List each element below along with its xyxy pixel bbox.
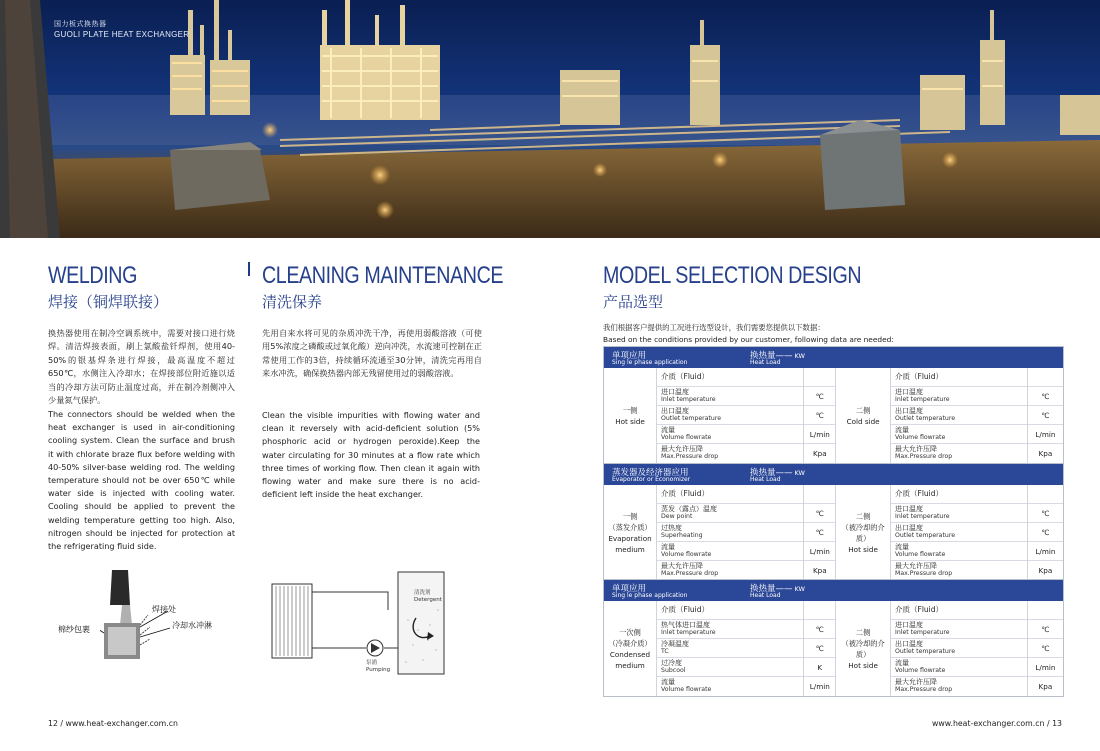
parameter-column-right (891, 368, 1028, 463)
table-row (657, 368, 803, 387)
side-label-line: Condensed (609, 649, 651, 659)
side-label-line: （冷凝介质） (608, 638, 652, 648)
spec-table (603, 463, 1064, 581)
table-row (891, 387, 1027, 406)
table-row (657, 561, 803, 580)
param-en: Max.Pressure drop (895, 570, 953, 577)
label-detergent-cn: 清洗剂 (414, 590, 431, 596)
spec-table-header (604, 347, 1063, 368)
param-cn: 流量 (895, 659, 909, 667)
welding-title: WELDING (48, 262, 137, 289)
param-en: Inlet temperature (661, 629, 716, 636)
unit-cell: ℃ (1028, 387, 1063, 406)
unit-cell: ℃ (1028, 406, 1063, 425)
spec-table-body (604, 601, 1063, 696)
param-cn: 最大允许压降 (661, 562, 704, 570)
table-row (657, 504, 803, 523)
param-en: Volume flowrate (895, 434, 946, 441)
heat-load-unit: KW (794, 585, 805, 593)
spec-table (603, 346, 1064, 464)
footer-right: www.heat-exchanger.com.cn / 13 (932, 719, 1062, 728)
label-pump (366, 660, 390, 674)
unit-column-right (1028, 485, 1063, 580)
param-en: Inlet temperature (895, 396, 950, 403)
welding-paragraph-cn: 换热器使用在制冷空调系统中，需要对接口进行烧焊。清洁焊接表面，刷上氯酸盐钎焊剂，使用40-50%的银基焊条进行焊接，最高温度不超过650℃，水侧注入冷却水；在焊接部位附近施以适当的冷却方法可防止温度过高，并在制冷剂侧冲入少量氮气保护。 (48, 328, 235, 406)
param-en: Outlet temperature (895, 415, 956, 422)
unit-cell (1028, 368, 1063, 387)
table-row (891, 523, 1027, 542)
heat-load-cn: 换热量—— (750, 468, 793, 478)
unit-cell: Kpa (812, 566, 827, 575)
side-label-right (836, 368, 891, 463)
side-label-line: 二侧 (855, 405, 871, 415)
param-cn: 流量 (661, 426, 676, 434)
unit-cell (1028, 601, 1063, 620)
table-row (657, 601, 803, 620)
param-cn: 出口温度 (895, 407, 923, 415)
param-en: Volume flowrate (661, 686, 712, 693)
table-row (891, 368, 1027, 387)
side-label-line: Hot side (848, 544, 878, 554)
param-cn: 流量 (895, 543, 909, 551)
param-en: Volume flowrate (895, 667, 946, 674)
param-cn: 过热度 (661, 524, 683, 532)
fluid-label: 介质（Fluid） (895, 489, 943, 498)
unit-cell (804, 601, 835, 620)
column-divider (248, 262, 250, 276)
unit-cell (804, 368, 835, 387)
param-en: Max.Pressure drop (661, 570, 719, 577)
param-en: TC (661, 648, 669, 655)
table-header-cn: 单项应用 (612, 351, 647, 361)
param-cn: 最大允许压降 (895, 678, 937, 686)
param-cn: 过冷度 (661, 659, 683, 667)
param-en: Max.Pressure drop (895, 686, 953, 693)
table-row (657, 620, 803, 639)
side-label-line: （蒸发介质） (608, 522, 652, 532)
brand-label (54, 20, 189, 40)
side-label-line: Cold side (846, 416, 880, 426)
table-row (657, 542, 803, 561)
unit-cell: Kpa (1038, 682, 1053, 691)
spec-table-body (604, 368, 1063, 463)
heat-load-en: Heat Load (750, 359, 781, 366)
label-cooling-water: 冷却水冲淋 (172, 621, 212, 630)
fluid-label: 介质（Fluid） (895, 605, 943, 614)
label-cotton-wrap: 棉纱包裹 (58, 625, 90, 634)
side-label-line: medium (615, 660, 645, 670)
unit-cell (804, 485, 835, 504)
unit-cell: L/min (804, 542, 835, 561)
side-label-line: 二侧 (855, 511, 871, 521)
table-row (657, 639, 803, 658)
unit-cell: ℃ (804, 639, 835, 658)
spec-table-header (604, 580, 1063, 601)
table-row (657, 658, 803, 677)
unit-column-left (804, 368, 836, 463)
param-cn: 进口温度 (661, 388, 690, 396)
unit-cell: L/min (809, 682, 830, 691)
side-label-right (836, 601, 891, 696)
table-row (891, 504, 1027, 523)
table-row (891, 677, 1027, 696)
side-label-line: Hot side (615, 416, 645, 426)
label-pump-en: Pumping (366, 667, 391, 673)
table-row (891, 601, 1027, 620)
table-row (657, 406, 803, 425)
brand-en: GUOLI PLATE HEAT EXCHANGER (54, 30, 190, 39)
param-cn: 热气体进口温度 (661, 621, 711, 629)
table-row (891, 561, 1027, 580)
table-row (891, 542, 1027, 561)
cleaning-subtitle: 清洗保养 (262, 293, 323, 311)
unit-cell: ℃ (804, 620, 835, 639)
side-label-line: （被冷却的介质） (841, 522, 885, 543)
parameter-column-left (657, 368, 804, 463)
parameter-column-left (657, 601, 804, 696)
heat-load-cn: 换热量—— (750, 584, 793, 594)
table-row (891, 444, 1027, 463)
side-label-line: Evaporation (608, 533, 652, 543)
unit-cell: Kpa (1038, 449, 1053, 458)
param-cn: 进口温度 (895, 388, 923, 396)
heat-load-unit: KW (794, 469, 805, 477)
model-title: MODEL SELECTION DESIGN (603, 262, 862, 289)
table-row (891, 620, 1027, 639)
fluid-label: 介质（Fluid） (895, 372, 943, 381)
table-header-en: Sing le phase application (612, 592, 688, 599)
spec-table (603, 579, 1064, 697)
cleaning-paragraph-cn: 先用自来水将可见的杂质冲洗干净，再使用弱酸溶液（可使用5%浓度之磷酸或过氧化酸）逆向冲洗，水流速可控制在正常使用工作的3倍，持续循环流通至30分钟，清洗完再用自来水冲洗，确保换热器内部无残留使用过的弱酸溶液。 (262, 328, 482, 379)
param-en: Volume flowrate (661, 434, 712, 441)
label-pump-cn: 泵浦 (366, 660, 378, 666)
param-cn: 流量 (661, 543, 676, 551)
unit-cell (1028, 485, 1063, 504)
table-row (657, 444, 803, 463)
table-row (891, 639, 1027, 658)
param-en: Inlet temperature (661, 396, 716, 403)
side-label-line: 一次侧 (619, 627, 641, 637)
table-row (657, 485, 803, 504)
unit-column-right (1028, 601, 1063, 696)
spec-table-body (604, 485, 1063, 580)
param-en: Outlet temperature (895, 648, 956, 655)
heat-load-en: Heat Load (750, 592, 781, 599)
brand-cn: 国力板式换热器 (54, 21, 107, 28)
fluid-label: 介质（Fluid） (661, 605, 710, 614)
heat-load-unit: KW (794, 352, 805, 360)
param-en: Outlet temperature (661, 415, 722, 422)
unit-cell: L/min (804, 425, 835, 444)
side-label-line: medium (615, 544, 645, 554)
parameter-column-right (891, 601, 1028, 696)
table-header-en: Sing le phase application (612, 359, 688, 366)
unit-cell: ℃ (804, 387, 835, 406)
cleaning-diagram (268, 570, 448, 680)
label-detergent (414, 590, 442, 604)
unit-cell: ℃ (1028, 639, 1063, 658)
fluid-label: 介质（Fluid） (661, 372, 710, 381)
side-label-line: 二侧 (855, 627, 871, 637)
table-row (657, 523, 803, 542)
side-label-line: 一侧 (622, 511, 638, 521)
parameter-column-right (891, 485, 1028, 580)
table-row (891, 485, 1027, 504)
unit-cell: ℃ (1028, 504, 1063, 523)
unit-cell: Kpa (1038, 566, 1053, 575)
unit-column-left (804, 485, 836, 580)
table-row (657, 425, 803, 444)
hero-image (0, 0, 1100, 238)
param-cn: 蒸发（露点）温度 (661, 505, 718, 513)
model-intro-en: Based on the conditions provided by our customer, following data are needed: (603, 334, 894, 344)
cleaning-paragraph-en: Clean the visible impurities with flowing water and clean it reversely with acid-deficient solution (5% phosphoric acid or hydrogen peroxide).Keep the water circulating for 30 minutes at a flow rate which three times of working flow. Then clean it again with flowing water and make sure there is no acid-deficient left inside the heat exchanger. (262, 410, 480, 500)
param-cn: 进口温度 (895, 621, 923, 629)
table-row (657, 677, 803, 696)
param-en: Inlet temperature (895, 513, 950, 520)
spec-table-header (604, 464, 1063, 485)
label-detergent-en: Detergent (414, 597, 442, 603)
label-weld-point: 焊接处 (152, 605, 176, 614)
param-cn: 最大允许压降 (895, 562, 937, 570)
side-label-line: 一侧 (622, 405, 638, 415)
model-intro-cn: 我们根据客户提供的工况进行选型设计，我们需要您提供以下数据： (603, 323, 825, 332)
unit-cell: L/min (1028, 658, 1063, 677)
param-cn: 最大允许压降 (895, 445, 937, 453)
param-cn: 最大允许压降 (661, 445, 704, 453)
param-cn: 出口温度 (895, 524, 923, 532)
unit-cell: ℃ (1028, 523, 1063, 542)
param-en: Max.Pressure drop (661, 453, 719, 460)
param-cn: 出口温度 (895, 640, 923, 648)
unit-cell: ℃ (1028, 620, 1063, 639)
param-cn: 出口温度 (661, 407, 690, 415)
param-cn: 进口温度 (895, 505, 923, 513)
parameter-column-left (657, 485, 804, 580)
model-intro (603, 322, 1073, 345)
table-header-cn: 单项应用 (612, 584, 647, 594)
cleaning-title: CLEANING MAINTENANCE (262, 262, 504, 289)
table-row (657, 387, 803, 406)
table-row (891, 406, 1027, 425)
unit-cell: L/min (1028, 425, 1063, 444)
unit-cell: ℃ (804, 504, 835, 523)
table-header-cn: 蒸发器及经济器应用 (612, 468, 689, 478)
side-label-line: （被冷却的介质） (841, 638, 885, 659)
side-label-left (604, 485, 657, 580)
param-cn: 流量 (895, 426, 909, 434)
table-header-en: Evaporator or Economizer (612, 476, 691, 483)
side-label-right (836, 485, 891, 580)
param-en: Volume flowrate (895, 551, 946, 558)
table-row (891, 658, 1027, 677)
param-en: Dew point (661, 513, 693, 520)
unit-column-left (804, 601, 836, 696)
unit-cell: L/min (1028, 542, 1063, 561)
unit-column-right (1028, 368, 1063, 463)
fluid-label: 介质（Fluid） (661, 489, 710, 498)
param-en: Max.Pressure drop (895, 453, 953, 460)
heat-load-cn: 换热量—— (750, 351, 793, 361)
side-label-left (604, 368, 657, 463)
model-subtitle: 产品选型 (603, 293, 664, 311)
welding-paragraph-en: The connectors should be welded when the heat exchanger is used in air-conditioning cooling system. Clean the surface and brush it with chlorate braze flux before welding with 40-50% silver-base welding rod. The welding temperature should not be over 650℃ while water side is injected with cooling water. Cooling should be applied to prevent the welding temperature getting too high. Also, nitrogen should be injected for protection at the refrigerating fluid side. (48, 409, 235, 552)
unit-cell: ℃ (804, 406, 835, 425)
unit-cell: K (804, 658, 835, 677)
param-en: Outlet temperature (895, 532, 956, 539)
param-en: Superheating (661, 532, 703, 539)
param-en: Subcool (661, 667, 686, 674)
side-label-line: Hot side (848, 660, 878, 670)
param-cn: 流量 (661, 678, 676, 686)
unit-cell: Kpa (812, 449, 827, 458)
side-label-left (604, 601, 657, 696)
unit-cell: ℃ (804, 523, 835, 542)
param-en: Volume flowrate (661, 551, 712, 558)
footer-left: 12 / www.heat-exchanger.com.cn (48, 719, 178, 728)
param-cn: 冷凝温度 (661, 640, 690, 648)
param-en: Inlet temperature (895, 629, 950, 636)
table-row (891, 425, 1027, 444)
welding-subtitle: 焊接（铜焊联接） (48, 293, 169, 311)
cleaning-circuit-illustration (268, 570, 448, 680)
heat-load-en: Heat Load (750, 476, 781, 483)
